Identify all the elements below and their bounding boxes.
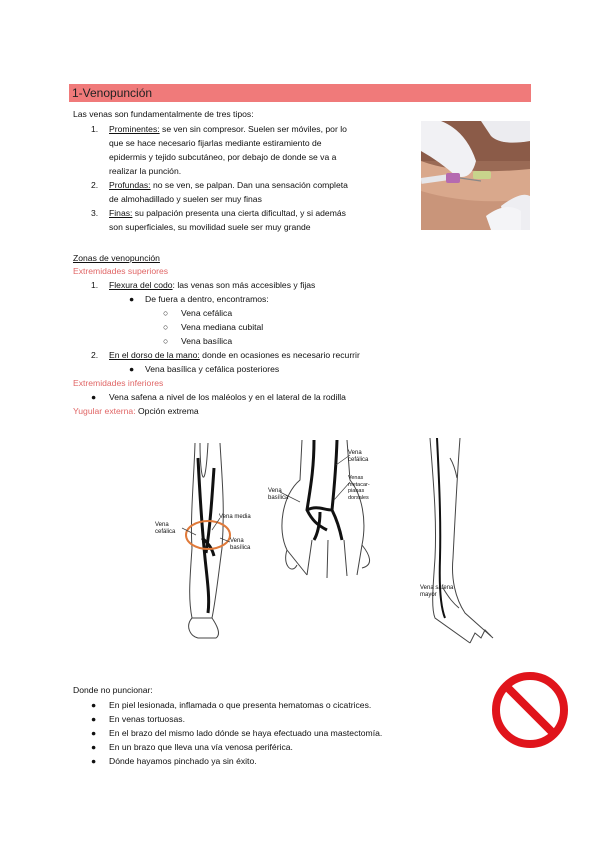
venipuncture-photo	[421, 121, 530, 230]
type-number: 2.	[91, 180, 99, 190]
dont-item: Dónde hayamos pinchado ya sin éxito.	[109, 756, 257, 766]
bullet-icon: ●	[91, 714, 97, 724]
type-text: realizar la punción.	[109, 166, 182, 176]
type-number: 3.	[91, 208, 99, 218]
lower-vein-text: Vena safena a nivel de los maléolos y en el lateral de la rodilla	[109, 392, 346, 402]
bullet-icon: ●	[91, 756, 97, 766]
hand-veins-text: Vena basílica y cefálica posteriores	[145, 364, 280, 374]
type-text: no se ven, se palpan. Dan una sensación completa	[150, 180, 348, 190]
label-hand-basilica: Vena basílica	[268, 488, 289, 501]
label-vena-basilica: Vena basílica	[230, 538, 251, 551]
zone-text: donde en ocasiones es necesario recurrir	[199, 350, 360, 360]
dont-item: En piel lesionada, inflamada o que presenta hematomas o cicatrices.	[109, 700, 372, 710]
label-vena-safena: Vena safena mayor	[420, 585, 454, 598]
circle-bullet-icon: ○	[163, 322, 169, 332]
label-vena-media: Vena media	[219, 514, 251, 520]
upper-extremities-heading: Extremidades superiores	[73, 266, 169, 276]
circle-bullet-icon: ○	[163, 336, 169, 346]
type-text: se ven sin compresor. Suelen ser móviles, por lo	[159, 124, 347, 134]
dont-title: Donde no puncionar:	[73, 685, 153, 695]
type-text: epidermis y tejido subcutáneo, por debajo de donde se va a	[109, 152, 337, 162]
vein-item: Vena basílica	[181, 336, 233, 346]
circle-bullet-icon: ○	[163, 308, 169, 318]
type-term: Prominentes:	[109, 124, 160, 134]
bullet-icon: ●	[91, 742, 97, 752]
zone-item-elbow	[109, 280, 315, 291]
bullet-icon: ●	[129, 364, 135, 374]
bullet-icon: ●	[91, 392, 97, 402]
dont-item: En el brazo del mismo lado dónde se haya efectuado una mastectomía.	[109, 728, 383, 738]
zone-item-hand	[109, 350, 360, 361]
bullet-icon: ●	[129, 294, 135, 304]
outside-in-text: De fuera a dentro, encontramos:	[145, 294, 269, 304]
zone-term: En el dorso de la mano:	[109, 350, 200, 360]
type-term: Profundas:	[109, 180, 151, 190]
zone-term: Flexura del codo	[109, 280, 173, 290]
vein-item: Vena mediana cubital	[181, 322, 264, 332]
dont-item: En un brazo que lleva una vía venosa periférica.	[109, 742, 293, 752]
label-vena-cefalica: Vena cefálica	[155, 522, 176, 535]
bullet-icon: ●	[91, 700, 97, 710]
jugular-line	[73, 406, 199, 417]
type-text: son superficiales, su movilidad suele ser muy grande	[109, 222, 311, 232]
zone-text: : las venas son más accesibles y fijas	[172, 280, 316, 290]
type-number: 1.	[91, 124, 99, 134]
jugular-text: Opción extrema	[135, 406, 199, 416]
type-term: Finas:	[109, 208, 133, 218]
jugular-label: Yugular externa:	[73, 406, 136, 416]
lower-extremities-heading: Extremidades inferiores	[73, 378, 164, 388]
type-text: de almohadillado y suelen ser muy finas	[109, 194, 262, 204]
intro-text: Las venas son fundamentalmente de tres tipos:	[73, 109, 254, 119]
label-venas-metacarpianas: Venas metacar- pianas dorsales	[348, 475, 370, 501]
type-text: que se hace necesario fijarlas mediante estiramiento de	[109, 138, 322, 148]
type-text: su palpación presenta una cierta dificultad, y si además	[132, 208, 346, 218]
zone-number: 1.	[91, 280, 99, 290]
type-item-prominentes	[109, 124, 347, 135]
vein-item: Vena cefálica	[181, 308, 233, 318]
arm-veins-diagram	[150, 438, 275, 643]
type-item-profundas	[109, 180, 348, 191]
section-title: 1-Venopunción	[72, 86, 153, 100]
prohibited-icon	[490, 670, 570, 750]
bullet-icon: ●	[91, 728, 97, 738]
leg-veins-diagram	[415, 438, 495, 648]
type-item-finas	[109, 208, 346, 219]
label-hand-cefalica: Vena cefálica	[348, 450, 369, 463]
zone-number: 2.	[91, 350, 99, 360]
section-header	[69, 84, 531, 102]
dont-item: En venas tortuosas.	[109, 714, 185, 724]
zones-title: Zonas de venopunción	[73, 253, 160, 263]
